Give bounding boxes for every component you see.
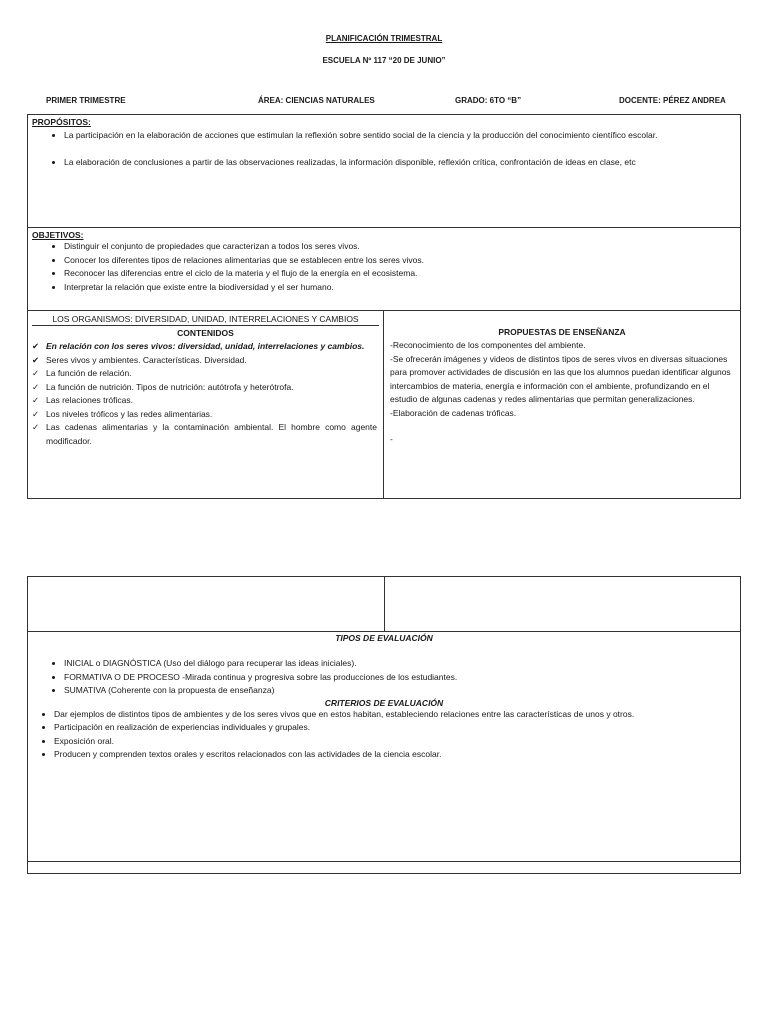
criterios-list: [28, 708, 740, 762]
area-label: ÁREA: CIENCIAS NATURALES: [258, 96, 375, 105]
column-divider: [384, 577, 385, 631]
check-icon: ✓: [32, 422, 40, 432]
list-item: • Interpretar la relación que existe entre la biodiversidad y el ser humano.: [64, 281, 740, 295]
contenidos-list: [28, 340, 383, 448]
list-item: ✓ Los niveles tróficos y las redes alimentarias.: [32, 408, 377, 422]
check-icon: ✓: [32, 368, 40, 378]
page-title: PLANIFICACIÓN TRIMESTRAL: [325, 34, 443, 43]
organism-title: LOS ORGANISMOS: DIVERSIDAD, UNIDAD, INTERRELACIONES Y CAMBIOS: [32, 314, 379, 326]
propuesta-paragraph: -Se ofrecerán imágenes y videos de distintos tipos de seres vivos en diversas situaciones para promover actividades de discusión en las que los alumnos puedan identificar algunos intercambios de materia, energía e información con el ambiente, profundizando en el estudio de algunas cadenas y redes alimentarias que permitan generalizaciones.: [390, 353, 731, 404]
list-item: ✔ Seres vivos y ambientes. Características. Diversidad.: [32, 354, 377, 368]
tipos-list: [28, 657, 740, 698]
list-item: • Distinguir el conjunto de propiedades que caracterizan a todos los seres vivos.: [64, 240, 740, 254]
list-item: • Reconocer las diferencias entre el ciclo de la materia y el flujo de la energía en el ecosistema.: [64, 267, 740, 281]
criterios-title: CRITERIOS DE EVALUACIÓN: [324, 697, 444, 708]
list-item: [32, 340, 377, 354]
check-icon: ✓: [32, 381, 40, 392]
propuestas-column: [384, 311, 740, 498]
list-item: ✓ La función de nutrición. Tipos de nutrición: autótrofa y heterótrofa.: [32, 381, 377, 395]
objetivos-section: [27, 227, 741, 311]
row-divider: [28, 861, 740, 862]
check-bold-icon: ✔: [32, 341, 40, 351]
propuesta-paragraph: -Elaboración de cadenas tróficas.: [390, 407, 517, 418]
list-item: • Producen y comprenden textos orales y escritos relacionados con las actividades de la ciencia escolar.: [54, 748, 722, 762]
list-item: • INICIAL o DIAGNÓSTICA (Uso del diálogo para recuperar las ideas iniciales).: [64, 657, 740, 671]
school-name: ESCUELA Nº 117 “20 DE JUNIO”: [322, 56, 446, 65]
objetivos-title: OBJETIVOS:: [32, 230, 84, 240]
list-item: • Participación en realización de experiencias individuales y grupales.: [54, 721, 722, 735]
propuesta-paragraph: -: [390, 434, 393, 444]
first-item-text: En relación con los seres vivos: diversidad, unidad, interrelaciones y cambios.: [46, 341, 365, 351]
grade-label: GRADO: 6TO “B”: [455, 96, 522, 105]
evaluacion-table: [27, 576, 741, 874]
list-item: ✓ Las cadenas alimentarias y la contaminación ambiental. El hombre como agente modificador.: [32, 422, 377, 446]
spacer: [64, 143, 740, 156]
objetivos-list: [28, 240, 740, 294]
list-item: • La participación en la elaboración de acciones que estimulan la reflexión sobre sentido social de la ciencia y la producción del conocimiento científico escolar.: [64, 129, 740, 143]
list-item: • SUMATIVA (Coherente con la propuesta de enseñanza): [64, 684, 740, 698]
list-item: ✓ Las relaciones tróficas.: [32, 394, 377, 408]
list-item: • Exposición oral.: [54, 735, 722, 749]
row-divider: [28, 631, 740, 632]
teacher-label: DOCENTE: PÉREZ ANDREA: [619, 96, 726, 105]
list-item: • FORMATIVA O DE PROCESO -Mirada continua y progresiva sobre las producciones de los estudiantes.: [64, 671, 740, 685]
evaluacion-content: [28, 633, 740, 762]
list-item: ✓ La función de relación.: [32, 367, 377, 381]
propuesta-paragraph: -Reconocimiento de los componentes del ambiente.: [390, 340, 586, 350]
check-icon: ✓: [32, 395, 40, 405]
contenidos-propuestas-table: [27, 310, 741, 499]
propuestas-text: [390, 339, 732, 447]
propuestas-title: PROPUESTAS DE ENSEÑANZA: [498, 327, 626, 337]
check-icon: ✓: [32, 408, 40, 419]
list-item: • La elaboración de conclusiones a partir de las observaciones realizadas, la información disponible, reflexión crítica, confrontación de ideas en clase, etc: [64, 156, 740, 170]
trimester-label: PRIMER TRIMESTRE: [46, 96, 126, 105]
list-item: • Dar ejemplos de distintos tipos de ambientes y de los seres vivos que en estos habitan, estableciendo relaciones entre las características de unos y otros.: [54, 708, 722, 722]
propositos-title: PROPÓSITOS:: [32, 117, 91, 127]
contenidos-column: [28, 311, 384, 498]
contenidos-title: CONTENIDOS: [177, 328, 234, 338]
tipos-title: TIPOS DE EVALUACIÓN: [335, 633, 433, 643]
check-bold-icon: ✔: [32, 354, 40, 365]
list-item: • Conocer los diferentes tipos de relaciones alimentarias que se establecen entre los seres vivos.: [64, 254, 740, 268]
propositos-section: [27, 114, 741, 228]
propositos-list: [28, 129, 740, 169]
